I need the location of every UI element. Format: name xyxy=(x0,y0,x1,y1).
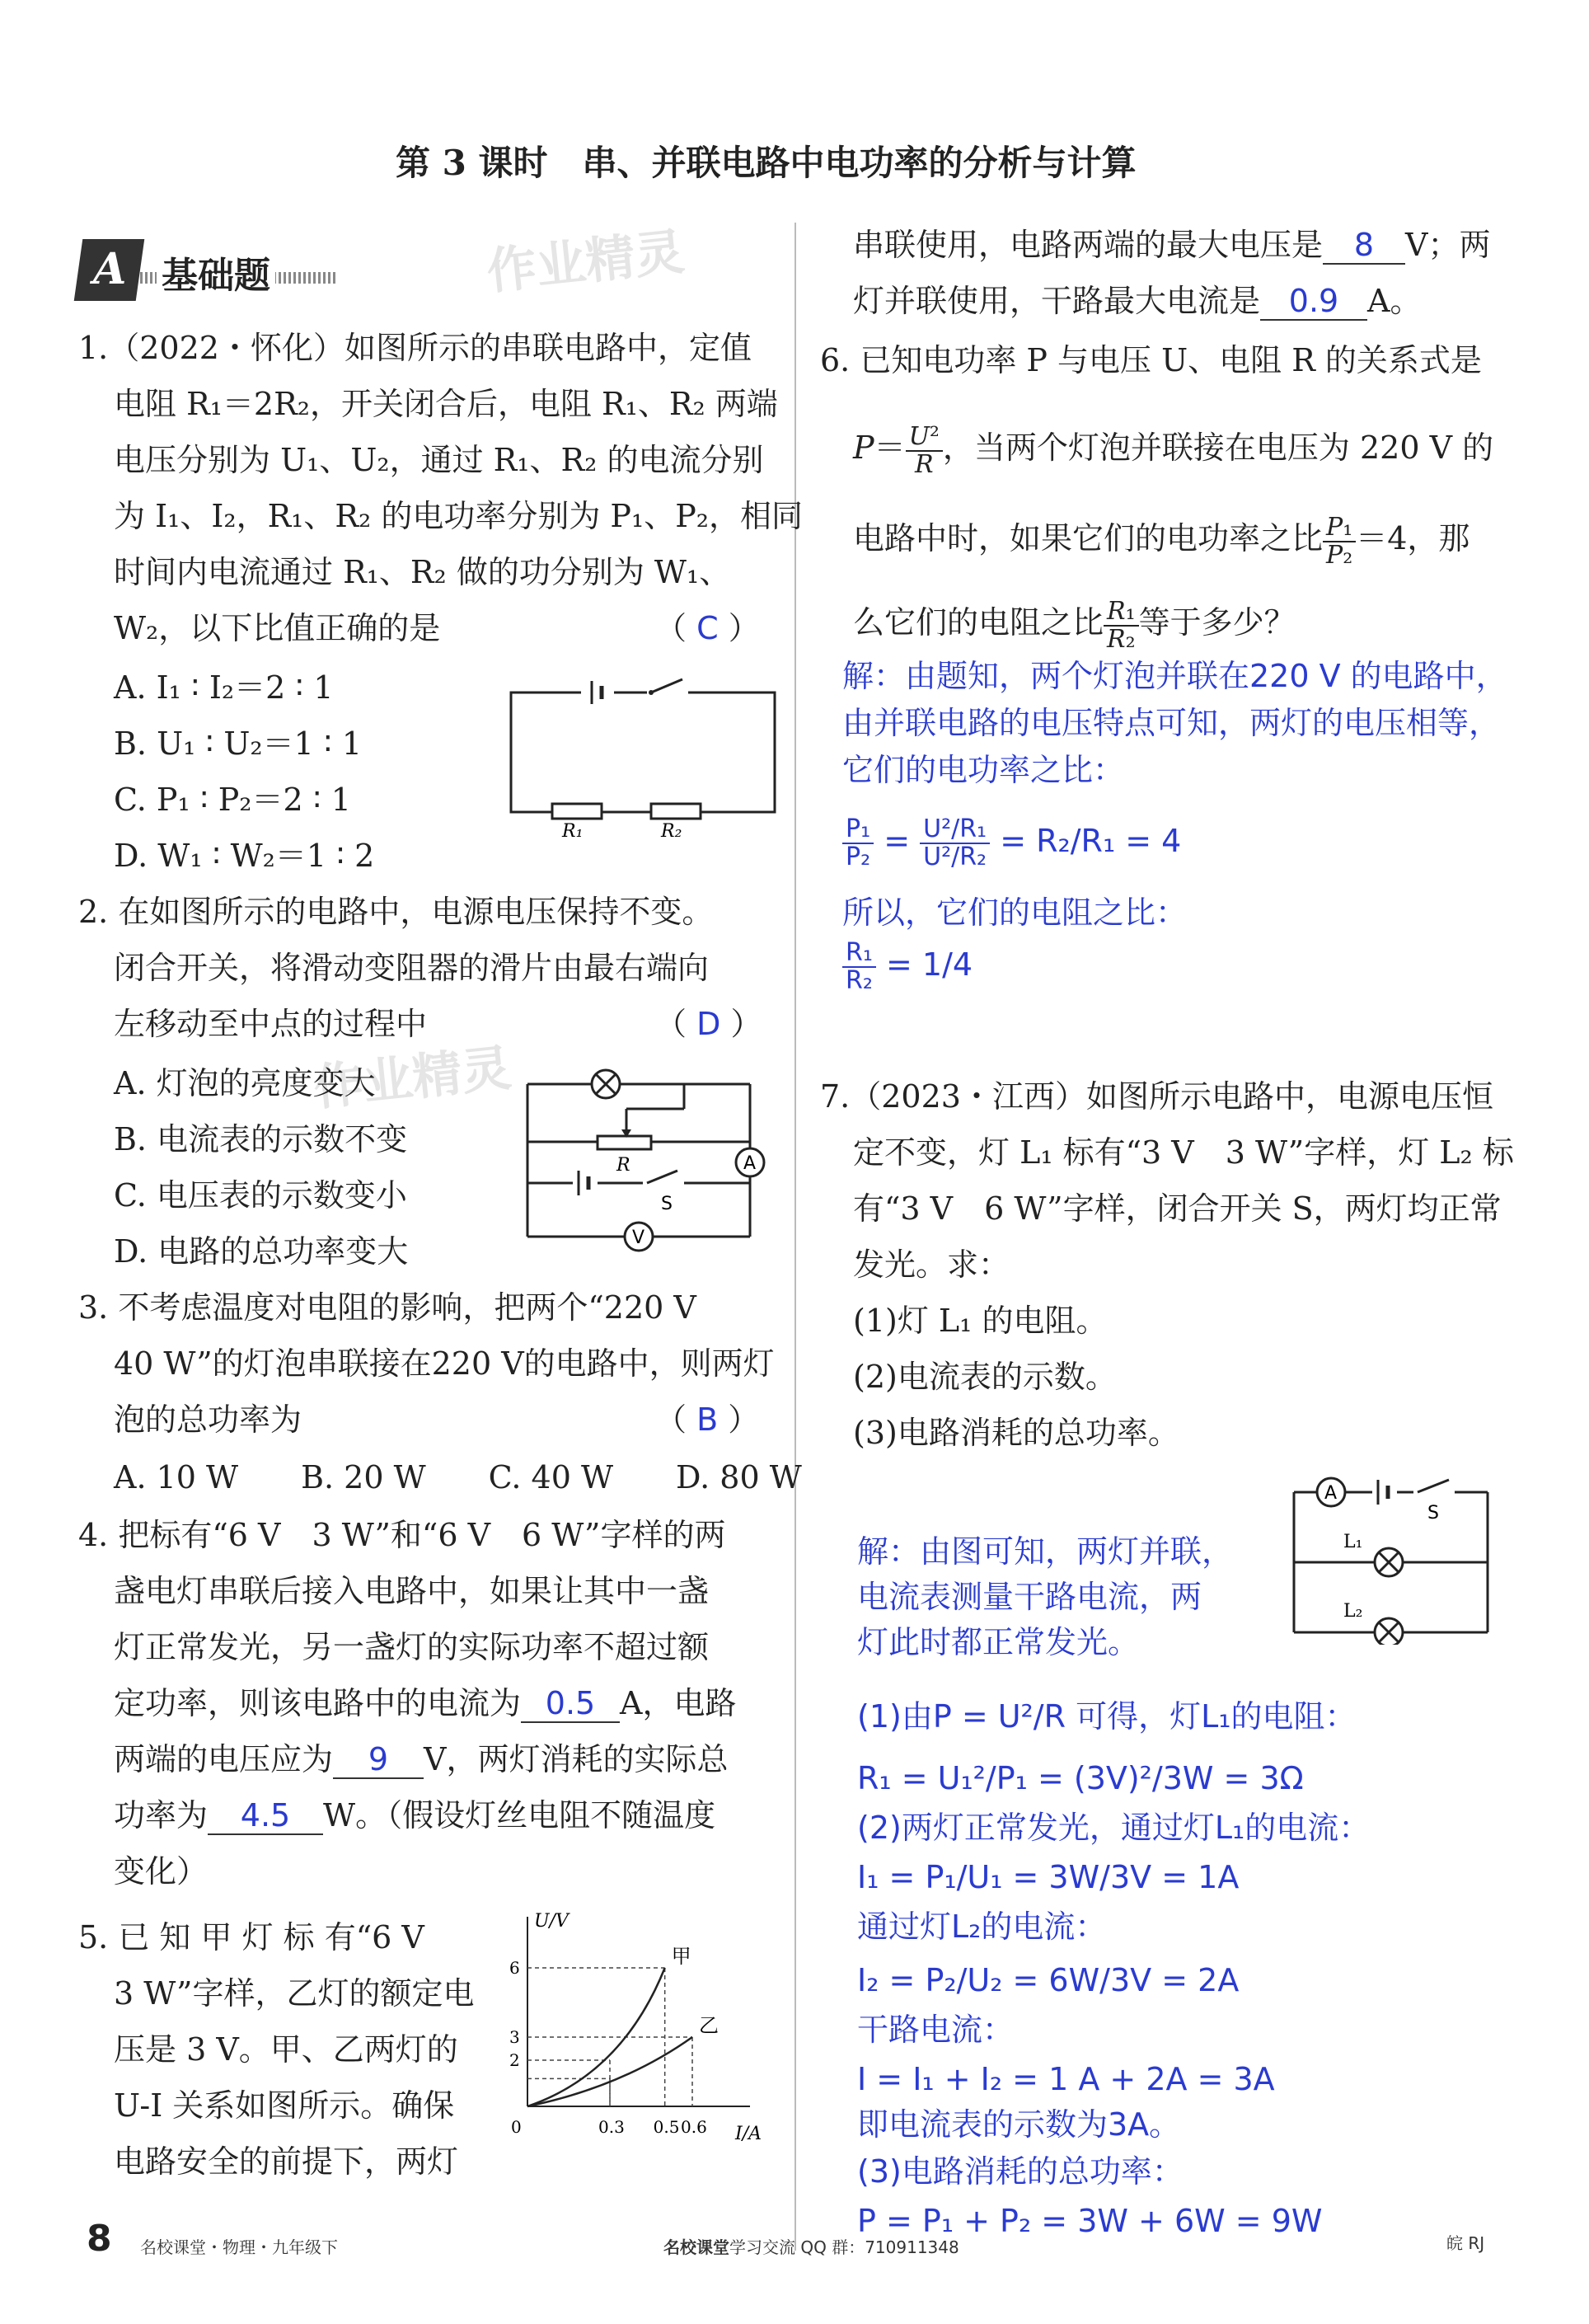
q2-line: 2. 在如图所示的电路中，电源电压保持不变。 xyxy=(78,894,714,930)
x-tick-label: 0.6 xyxy=(681,2117,707,2137)
x-axis-label: I/A xyxy=(735,2124,762,2144)
formula-u2-over-r: $\frac{\text{U²}}{R}$ xyxy=(906,424,943,478)
q5-blank-voltage xyxy=(1323,227,1405,265)
q5-text: 串联使用，电路两端的最大电压是 xyxy=(853,227,1324,263)
q2-option: B. 电流表的示数不变 xyxy=(114,1121,408,1157)
label-s: S xyxy=(1427,1503,1439,1524)
q3-line: 40 W”的灯泡串联接在220 V的电路中，则两灯 xyxy=(114,1345,775,1382)
label-s: S xyxy=(661,1194,673,1214)
q6-eq-result: = R₂/R₁ = 4 xyxy=(1000,823,1182,859)
q7-line: 发光。求： xyxy=(853,1247,1010,1283)
q4-text: 两端的电压应为 xyxy=(114,1741,334,1777)
q1-option: A. I₁ ∶ I₂＝2 ∶ 1 xyxy=(114,669,334,706)
x-tick-label: 0 xyxy=(511,2117,522,2137)
badge-letter: A xyxy=(93,244,127,294)
q7-solution-line: 灯此时都正常发光。 xyxy=(857,1624,1140,1660)
q7-solution-line: 干路电流： xyxy=(857,2012,1015,2048)
q7-solution-line: I₁ = P₁/U₁ = 3W/3V = 1A xyxy=(857,1859,1240,1895)
q4-answer-power: 4.5 xyxy=(240,1797,291,1833)
q1-option: B. U₁ ∶ U₂＝1 ∶ 1 xyxy=(114,725,363,762)
q6-solution-equation: $\frac{\text{R₁}}{\text{R₂}}$ = 1/4 xyxy=(842,932,973,998)
q5-line: U-I 关系如图所示。确保 xyxy=(114,2087,455,2124)
q3-options: A. 10 W B. 20 W C. 40 W D. 80 W xyxy=(114,1459,802,1495)
q6-text: ＝4，那 xyxy=(1356,520,1470,556)
footer-brand: 名校课堂 xyxy=(663,2237,729,2257)
section-badge xyxy=(78,239,342,305)
q6-solution-line: 由并联电路的电压特点可知，两灯的电压相等， xyxy=(842,705,1501,741)
page-number: 8 xyxy=(87,2218,112,2260)
label-r1: R₁ xyxy=(562,821,584,841)
q4-text: 功率为 xyxy=(114,1797,209,1833)
rheostat xyxy=(598,1136,651,1149)
q4-answer-current: 0.5 xyxy=(545,1685,596,1721)
q5-line: 3 W”字样，乙灯的额定电 xyxy=(114,1975,475,2012)
q6-solution-equation: $\frac{\text{P₁}}{\text{P₂}}$ = $\frac{\text{U²/R₁}}{\text{U²/R₂}}$ = R₂/R₁ = 4 xyxy=(842,796,1181,886)
label-l1: L₁ xyxy=(1343,1532,1363,1552)
y-axis-label: U/V xyxy=(534,1911,569,1932)
footer-qq xyxy=(663,2234,959,2258)
q7-solution-line: 即电流表的示数为3A。 xyxy=(857,2106,1181,2143)
q2-option: C. 电压表的示数变小 xyxy=(114,1177,407,1214)
q1-option: C. P₁ ∶ P₂＝2 ∶ 1 xyxy=(114,782,351,818)
q4-blank-current xyxy=(521,1685,620,1723)
q4-blank-voltage xyxy=(333,1741,424,1779)
q4-text: V，两灯消耗的实际总 xyxy=(424,1741,729,1777)
x-tick-label: 0.5 xyxy=(653,2117,680,2137)
q7-line: 有“3 V 6 W”字样，闭合开关 S，两灯均正常 xyxy=(853,1190,1502,1227)
q6-solution-line: 所以，它们的电阻之比： xyxy=(842,894,1188,931)
q7-solution-line: (1)由P = U²/R 可得，灯L₁的电阻： xyxy=(857,1698,1357,1735)
ratio-p1-p2: $\frac{\text{P₁}}{\text{P₂}}$ xyxy=(1323,514,1356,569)
q2-line: 闭合开关，将滑动变阻器的滑片由最右端向 xyxy=(114,950,710,986)
q4-line xyxy=(114,1685,736,1723)
y-tick-label: 6 xyxy=(509,1958,520,1978)
q6-eq-result: = 1/4 xyxy=(885,946,973,983)
q1-option: D. W₁ ∶ W₂＝1 ∶ 2 xyxy=(114,838,375,874)
q4-answer-voltage: 9 xyxy=(368,1741,389,1777)
q5-line: 电路安全的前提下，两灯 xyxy=(114,2143,459,2180)
resistor-r2 xyxy=(651,804,701,819)
q4-line xyxy=(114,1741,728,1779)
q5-cont-line xyxy=(853,283,1421,321)
footer-qq-text: 学习交流 QQ 群：710911348 xyxy=(729,2237,959,2257)
q3-line: 泡的总功率为 xyxy=(114,1401,302,1438)
q7-solution-line: (3)电路消耗的总功率： xyxy=(857,2153,1184,2190)
q7-solution-line: 解：由图可知，两灯并联， xyxy=(857,1533,1234,1570)
q2-answer: D xyxy=(696,1006,721,1042)
badge-label: 基础题 xyxy=(157,246,275,298)
q7-circuit-diagram xyxy=(1286,1472,1508,1645)
ratio-r1-r2: $\frac{\text{R₁}}{\text{R₂}}$ xyxy=(1104,599,1139,653)
q6-solution-line: 解：由题知，两个灯泡并联在220 V 的电路中， xyxy=(842,658,1507,694)
y-tick-label: 3 xyxy=(509,2027,520,2047)
watermark: 作业精灵 xyxy=(484,223,687,302)
q2-answer-bracket: （ D ） xyxy=(655,1006,762,1042)
q1-line: 时间内电流通过 R₁、R₂ 做的功分别为 W₁、 xyxy=(114,554,731,590)
q1-answer-bracket: （ C ） xyxy=(655,610,760,646)
series-label: 甲 xyxy=(671,1945,691,1968)
resistor-r1 xyxy=(552,804,602,819)
watermark: 作业精灵 xyxy=(311,1039,514,1118)
q5-text: V；两 xyxy=(1405,227,1491,263)
q1-line: 1.（2022・怀化）如图所示的串联电路中，定值 xyxy=(78,330,752,366)
ammeter-label: A xyxy=(743,1153,757,1174)
q1-line: 电压分别为 U₁、U₂，通过 R₁、R₂ 的电流分别 xyxy=(114,442,764,478)
q3-answer-bracket: （ B ） xyxy=(655,1401,760,1438)
q4-line: 盏电灯串联后接入电路中，如果让其中一盏 xyxy=(114,1573,710,1609)
q5-answer-current: 0.9 xyxy=(1288,283,1339,319)
q5-line: 5. 已 知 甲 灯 标 有“6 V xyxy=(78,1919,424,1955)
q1-answer: C xyxy=(696,610,719,646)
q5-cont-line xyxy=(853,227,1490,265)
q6-solution-line: 它们的电功率之比： xyxy=(842,752,1125,788)
q6-text: ，当两个灯泡并联接在电压为 220 V 的 xyxy=(942,430,1494,466)
footer-book: 名校课堂・物理・九年级下 xyxy=(140,2237,338,2257)
q4-blank-power xyxy=(208,1797,323,1835)
label-r: R xyxy=(616,1155,630,1176)
series-label: 乙 xyxy=(699,2014,719,2037)
q5-blank-current xyxy=(1260,283,1367,321)
q7-solution-line: (2)两灯正常发光，通过灯L₁的电流： xyxy=(857,1810,1371,1846)
q6-text: 等于多少？ xyxy=(1138,604,1296,641)
q6-formula-line: P＝ $\frac{\text{U²}}{R}$ ，当两个灯泡并联接在电压为 220 V 的 xyxy=(853,421,1494,479)
q5-ui-graph xyxy=(495,1904,775,2152)
q2-option: D. 电路的总功率变大 xyxy=(114,1233,409,1270)
voltmeter-label: V xyxy=(632,1228,645,1248)
q2-line: 左移动至中点的过程中 xyxy=(114,1006,428,1042)
q4-text: 定功率，则该电路中的电流为 xyxy=(114,1685,522,1721)
q5-text: 灯并联使用，干路最大电流是 xyxy=(853,283,1261,319)
label-l2: L₂ xyxy=(1343,1601,1363,1622)
x-tick-label: 0.3 xyxy=(598,2117,625,2137)
page-title: 第 3 课时 串、并联电路中电功率的分析与计算 xyxy=(396,143,1137,183)
q7-line: 7.（2023・江西）如图所示电路中，电源电压恒 xyxy=(820,1078,1493,1115)
q5-answer-voltage: 8 xyxy=(1353,227,1375,263)
q4-text: W。（假设灯丝电阻不随温度 xyxy=(323,1797,716,1833)
q7-line: 定不变，灯 L₁ 标有“3 V 3 W”字样，灯 L₂ 标 xyxy=(853,1134,1514,1171)
q1-line: 为 I₁、I₂，R₁、R₂ 的电功率分别为 P₁、P₂，相同 xyxy=(114,498,804,534)
q7-solution-line: R₁ = U₁²/P₁ = (3V)²/3W = 3Ω xyxy=(857,1760,1304,1796)
label-r2: R₂ xyxy=(661,821,682,841)
q7-line: (2)电流表的示数。 xyxy=(853,1359,1117,1395)
q4-text: A，电路 xyxy=(620,1685,737,1721)
q6-text: 电路中时，如果它们的电功率之比 xyxy=(853,520,1324,556)
q7-line: (1)灯 L₁ 的电阻。 xyxy=(853,1303,1108,1339)
ammeter-label: A xyxy=(1324,1483,1338,1504)
q4-line: 灯正常发光，另一盏灯的实际功率不超过额 xyxy=(114,1629,710,1665)
q3-answer: B xyxy=(696,1401,719,1438)
q6-text: 么它们的电阻之比 xyxy=(853,604,1104,641)
q7-solution-line: P = P₁ + P₂ = 3W + 6W = 9W xyxy=(857,2203,1323,2239)
q4-line: 4. 把标有“6 V 3 W”和“6 V 6 W”字样的两 xyxy=(78,1517,726,1553)
q6-line xyxy=(853,501,1469,575)
q4-line xyxy=(114,1797,715,1835)
q7-line: (3)电路消耗的总功率。 xyxy=(853,1415,1179,1451)
q5-line: 压是 3 V。甲、乙两灯的 xyxy=(114,2031,458,2068)
q7-solution-line: 电流表测量干路电流，两 xyxy=(857,1579,1202,1615)
q4-line: 变化） xyxy=(114,1853,209,1890)
q1-circuit-diagram xyxy=(503,668,783,841)
q2-option: A. 灯泡的亮度变大 xyxy=(114,1065,376,1101)
q7-solution-line: I₂ = P₂/U₂ = 6W/3V = 2A xyxy=(857,1962,1240,1998)
q7-solution-line: 通过灯L₂的电流： xyxy=(857,1908,1107,1945)
y-tick-label: 2 xyxy=(509,2050,520,2070)
q3-line: 3. 不考虑温度对电阻的影响，把两个“220 V xyxy=(78,1289,696,1326)
q7-solution-line: I = I₁ + I₂ = 1 A + 2A = 3A xyxy=(857,2061,1275,2097)
q2-circuit-diagram xyxy=(519,1063,766,1253)
q6-line xyxy=(853,585,1296,660)
footer-edition: 皖 RJ xyxy=(1446,2233,1485,2253)
q1-line: 电阻 R₁＝2R₂，开关闭合后，电阻 R₁、R₂ 两端 xyxy=(114,386,778,422)
q1-line: W₂，以下比值正确的是 xyxy=(114,610,441,646)
q6-line: 6. 已知电功率 P 与电压 U、电阻 R 的关系式是 xyxy=(820,342,1482,378)
q5-text: A。 xyxy=(1367,283,1422,319)
